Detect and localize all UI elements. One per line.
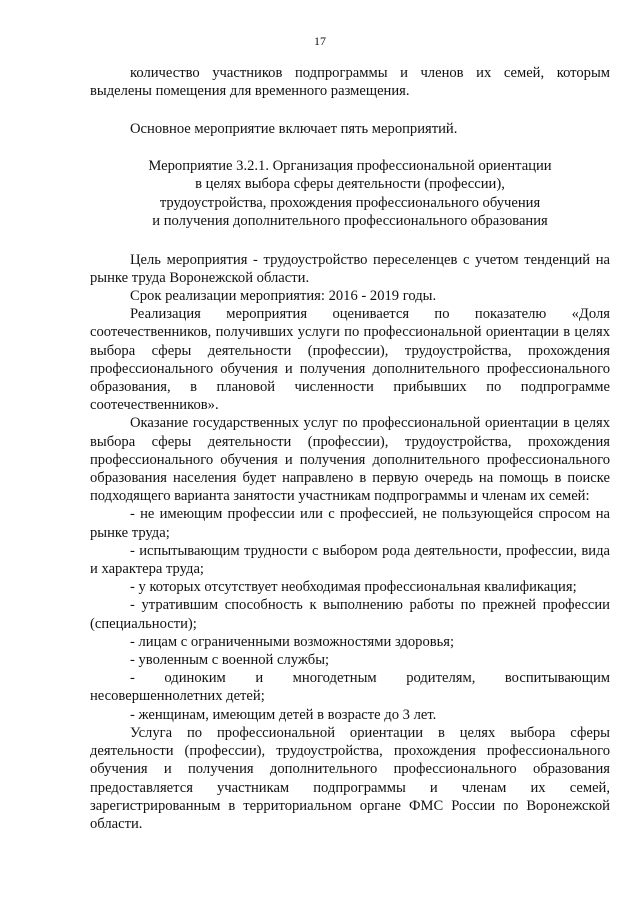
term-paragraph: Срок реализации мероприятия: 2016 - 2019 годы.: [130, 288, 437, 305]
closing-paragraph: Услуга по профессиональной ориентации в целях выбора сферы деятельности (профессии), трудоустройства, прохождения профессионального обучения и получения дополнительного профессионального образования предоставляется участникам подпрограммы и членам их семей, зарегистрированным в территориальном органе ФМС России по Воронежской области.: [90, 724, 610, 832]
indicator-paragraph: Реализация мероприятия оценивается по показателю «Доля соотечественников, получивших услуги по профессиональной ориентации в целях выбора сферы деятельности (профессии), трудоустройства, прохождения профессионального обучения и получения дополнительного профессионального образования, в плановой численности прибывших по подпрограмме соотечественников».: [90, 306, 610, 414]
spacer: [90, 100, 610, 120]
list-item: - одиноким и многодетным родителям, воспитывающим несовершеннолетних детей;: [90, 670, 610, 705]
goal-paragraph: Цель мероприятия - трудоустройство переселенцев с учетом тенденций на рынке труда Воронежской области.: [90, 251, 610, 286]
heading-line: и получения дополнительного профессионального образования: [152, 213, 548, 230]
services-paragraph: Оказание государственных услуг по профессиональной ориентации в целях выбора сферы деятельности (профессии), трудоустройства, прохождения профессионального обучения и получения дополнительного профессионального образования населения будет направлено в первую очередь на помощь в поиске подходящего варианта занятости участникам подпрограммы и членам их семей:: [90, 415, 610, 505]
document-body: [90, 64, 610, 833]
spacer: [90, 139, 610, 157]
spacer: [90, 231, 610, 251]
list-item: - уволенным с военной службы;: [130, 652, 330, 669]
heading-line: в целях выбора сферы деятельности (профессии),: [195, 176, 505, 193]
list-item: - испытывающим трудности с выбором рода деятельности, профессии, вида и характера труда;: [90, 542, 610, 578]
list-item: - не имеющим профессии или с профессией, не пользующейся спросом на рынке труда;: [90, 506, 610, 541]
page-number: 17: [314, 34, 326, 48]
list-item: - у которых отсутствует необходимая профессиональная квалификация;: [130, 579, 577, 596]
list-item: - женщинам, имеющим детей в возрасте до 3 лет.: [130, 706, 437, 723]
list-item: - утратившим способность к выполнению работы по прежней профессии (специальности);: [90, 597, 610, 632]
heading-line: Мероприятие 3.2.1. Организация профессиональной ориентации: [148, 157, 552, 174]
intro-paragraph: количество участников подпрограммы и членов их семей, которым выделены помещения для временного размещения.: [90, 65, 610, 100]
summary-line: Основное мероприятие включает пять мероприятий.: [130, 121, 458, 138]
heading-line: трудоустройства, прохождения профессионального обучения: [159, 194, 541, 211]
section-heading: [90, 157, 610, 231]
list-item: - лицам с ограниченными возможностями здоровья;: [130, 633, 455, 650]
